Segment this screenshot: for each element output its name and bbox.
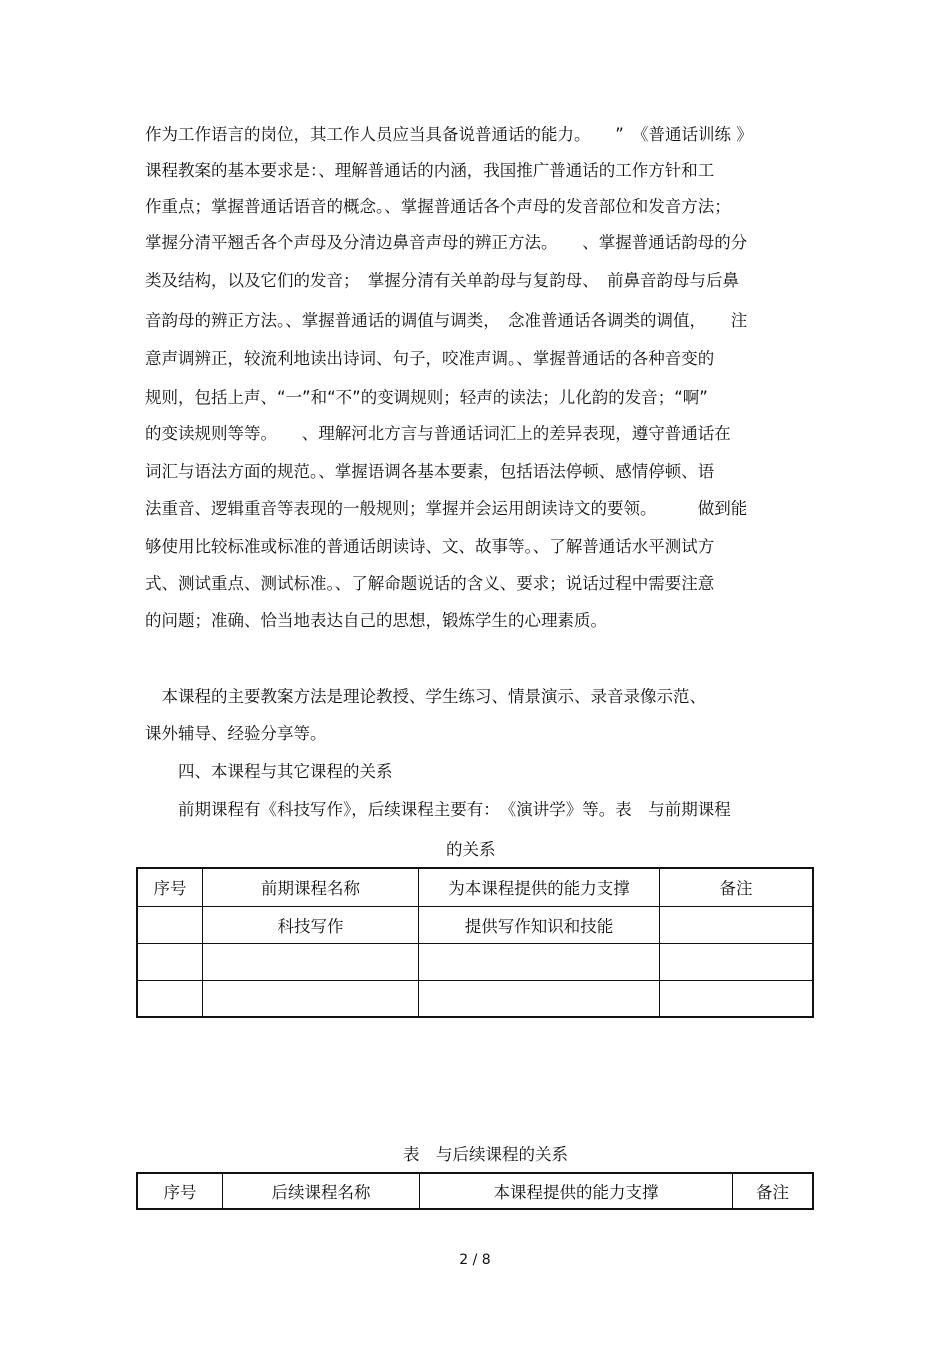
text-line: 作重点；掌握普通话语音的概念。、掌握普通话各个声母的发音部位和发音方法； bbox=[145, 197, 731, 216]
text-line: 作为工作语言的岗位，其工作人员应当具备说普通话的能力。 ” 《普通话训练 》 bbox=[145, 125, 753, 144]
table-row bbox=[137, 943, 813, 980]
table-cell bbox=[660, 943, 814, 980]
table-cell bbox=[137, 943, 203, 980]
text-line: 规则，包括上声、“一”和“不”的变调规则；轻声的读法；儿化韵的发音；“啊” bbox=[145, 388, 708, 407]
table2-caption: 表 与后续课程的关系 bbox=[403, 1145, 568, 1164]
table-cell bbox=[137, 906, 203, 943]
text-line: 式、测试重点、测试标准。、了解命题说话的含义、要求；说话过程中需要注意 bbox=[145, 574, 715, 593]
page-number: 2 / 8 bbox=[459, 1252, 491, 1268]
text-line: 本课程的主要教案方法是理论教授、学生练习、情景演示、录音录像示范、 bbox=[145, 687, 706, 706]
table-row bbox=[137, 980, 813, 1017]
table-header-cell: 备注 bbox=[660, 868, 814, 906]
text-line: 意声调辨正，较流利地读出诗词、句子，咬准声调。、掌握普通话的各种音变的 bbox=[145, 349, 715, 368]
table-header-cell: 本课程提供的能力支撑 bbox=[420, 1173, 733, 1209]
table-header-cell: 备注 bbox=[733, 1173, 814, 1209]
text-line: 课程教案的基本要求是：、理解普通话的内涵，我国推广普通话的工作方针和工 bbox=[145, 161, 715, 180]
table-cell: 提供写作知识和技能 bbox=[419, 906, 660, 943]
table-cell: 科技写作 bbox=[203, 906, 419, 943]
table-header-cell: 为本课程提供的能力支撑 bbox=[419, 868, 660, 906]
prior-courses-table bbox=[136, 867, 814, 1018]
text-line: 的问题；准确、恰当地表达自己的思想，锻炼学生的心理素质。 bbox=[145, 611, 607, 630]
table-cell bbox=[137, 980, 203, 1017]
table-cell bbox=[203, 943, 419, 980]
table-header-cell: 序号 bbox=[137, 1173, 223, 1209]
intro-line: 前期课程有《科技写作》，后续课程主要有： 《演讲学》等。表 与前期课程 bbox=[145, 800, 731, 819]
text-line: 的变读规则等等。 、理解河北方言与普通话词汇上的差异表现，遵守普通话在 bbox=[145, 424, 731, 443]
table-row bbox=[137, 906, 813, 943]
table-cell bbox=[203, 980, 419, 1017]
table-cell bbox=[660, 906, 814, 943]
table-header-cell: 序号 bbox=[137, 868, 203, 906]
subsequent-courses-table bbox=[136, 1172, 814, 1210]
table-header-row bbox=[137, 868, 813, 906]
text-line: 词汇与语法方面的规范。、掌握语调各基本要素，包括语法停顿、感情停顿、语 bbox=[145, 462, 715, 481]
text-line: 课外辅导、经验分享等。 bbox=[145, 724, 327, 743]
text-line: 法重音、逻辑重音等表现的一般规则；掌握并会运用朗读诗文的要领。 做到能 bbox=[145, 499, 748, 518]
table1-caption: 的关系 bbox=[446, 840, 496, 859]
table-cell bbox=[419, 980, 660, 1017]
text-line: 音韵母的辨正方法。、掌握普通话的调值与调类， 念准普通话各调类的调值， 注 bbox=[145, 311, 748, 330]
table-header-cell: 后续课程名称 bbox=[223, 1173, 420, 1209]
table-header-row bbox=[137, 1173, 813, 1209]
table-header-cell: 前期课程名称 bbox=[203, 868, 419, 906]
table-cell bbox=[419, 943, 660, 980]
table-cell bbox=[660, 980, 814, 1017]
text-line: 类及结构，以及它们的发音； 掌握分清有关单韵母与复韵母、 前鼻音韵母与后鼻 bbox=[145, 271, 739, 290]
text-line: 够使用比较标准或标准的普通话朗读诗、文、故事等。、了解普通话水平测试方 bbox=[145, 537, 715, 556]
text-line: 掌握分清平翘舌各个声母及分清边鼻音声母的辨正方法。 、掌握普通话韵母的分 bbox=[145, 233, 748, 252]
section-heading: 四、本课程与其它课程的关系 bbox=[145, 762, 393, 781]
